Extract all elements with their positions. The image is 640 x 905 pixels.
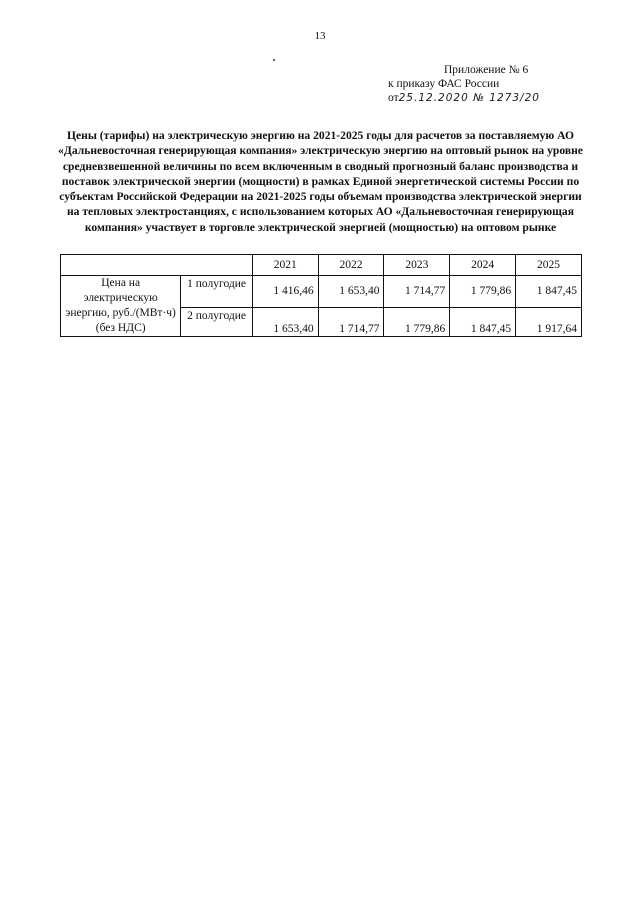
price-value-cell: 1 416,46: [252, 276, 318, 308]
price-value-cell: 1 779,86: [450, 276, 516, 308]
price-value-cell: 1 714,77: [384, 276, 450, 308]
handwritten-date-number: 25.12.2020 № 1273/20: [398, 92, 540, 104]
price-value-cell: 1 847,45: [450, 307, 516, 336]
header-year: 2024: [450, 255, 516, 276]
period-cell: 2 полугодие: [181, 307, 252, 336]
page-number: 13: [314, 30, 326, 42]
price-value-cell: 1 917,64: [516, 307, 582, 336]
appendix-order-date: [388, 91, 588, 105]
price-value-cell: 1 653,40: [252, 307, 318, 336]
appendix-order-ref: к приказу ФАС России: [388, 78, 500, 90]
price-value-cell: 1 779,86: [384, 307, 450, 336]
document-title: Цены (тарифы) на электрическую энергию на 2021-2025 годы для расчетов за поставляемую АО «Дальневосточная генерирующая компания» электрическую энергию на оптовый рынок на уровне средневзвешенной величины по всем включенным в сводный прогнозный баланс производства и поставок электрической энергии (мощности) в рамках Единой энергетической системы России по субъектам Российской Федерации на 2021-2025 годы объемам производства электрической энергии на тепловых электростанциях, с использованием которых АО «Дальневосточная генерирующая компания» участвует в торговле электрической энергией (мощностью) на оптовом рынке: [58, 129, 583, 234]
price-table: [60, 254, 582, 337]
price-value-cell: 1 653,40: [318, 276, 384, 308]
appendix-header: [388, 63, 588, 105]
header-year: 2025: [516, 255, 582, 276]
header-year: 2022: [318, 255, 384, 276]
price-value-cell: 1 714,77: [318, 307, 384, 336]
scan-speck: [273, 59, 275, 61]
table-header-row: [61, 255, 582, 276]
header-year: 2021: [252, 255, 318, 276]
appendix-number: Приложение № 6: [444, 64, 529, 76]
header-year: 2023: [384, 255, 450, 276]
price-value-cell: 1 847,45: [516, 276, 582, 308]
header-empty-cell: [61, 255, 253, 276]
price-label-cell: Цена на электрическую энергию, руб./(МВт·ч) (без НДС): [61, 276, 181, 337]
table-row: [61, 276, 582, 308]
period-cell: 1 полугодие: [181, 276, 252, 308]
appendix-date-prefix: от: [388, 92, 399, 104]
